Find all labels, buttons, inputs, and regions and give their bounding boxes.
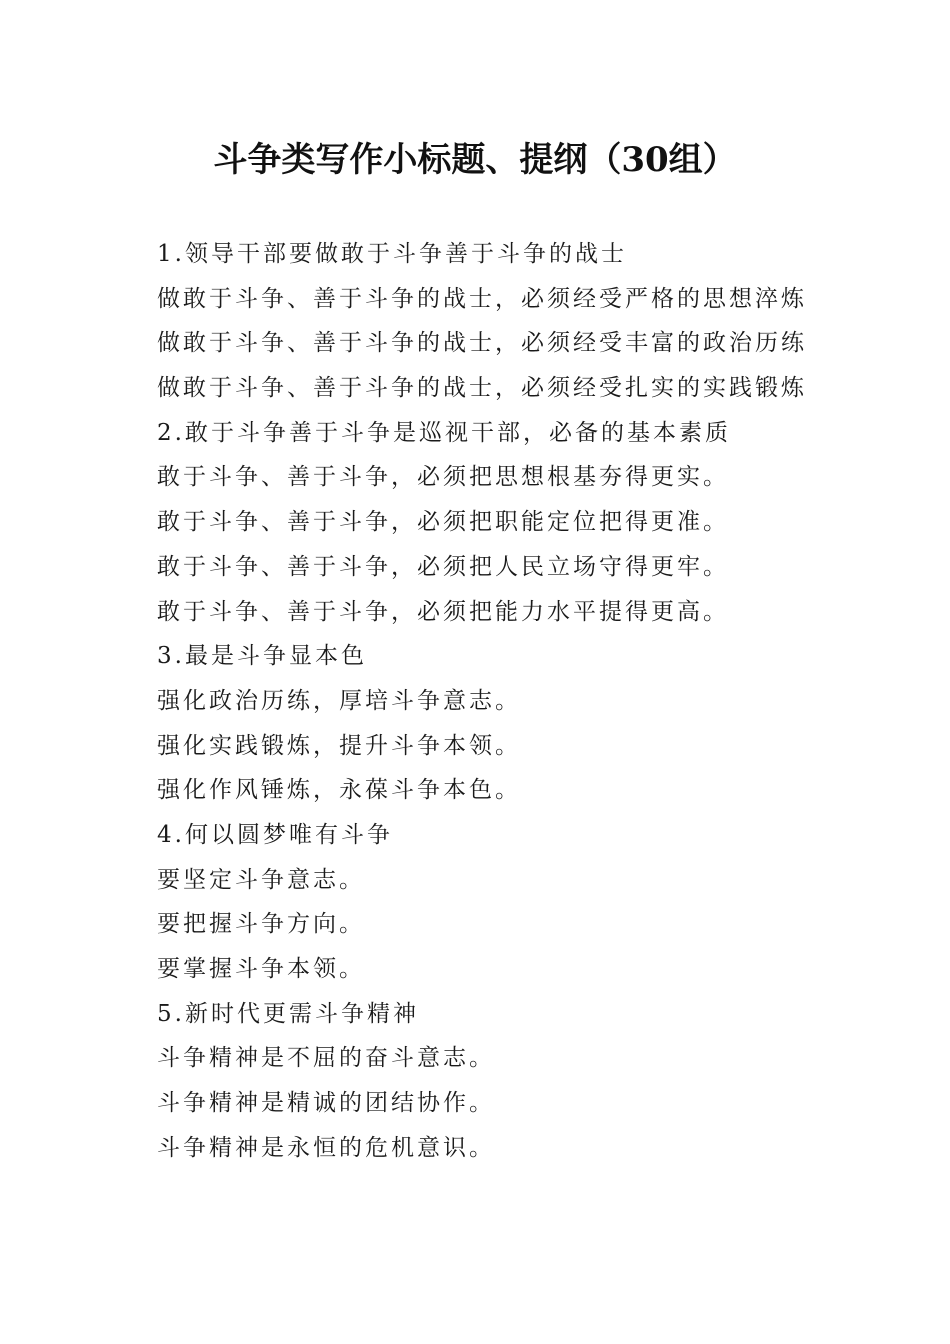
section-item: 做敢于斗争、善于斗争的战士，必须经受严格的思想淬炼 (157, 285, 807, 312)
section-item: 敢于斗争、善于斗争，必须把人民立场守得更牢。 (157, 553, 729, 580)
section-heading: 5.新时代更需斗争精神 (157, 1000, 419, 1027)
section-item: 要把握斗争方向。 (157, 911, 365, 938)
document-title: 斗争类写作小标题、提纲（30组） (213, 140, 737, 180)
section-heading: 3.最是斗争显本色 (157, 643, 367, 670)
section-item: 敢于斗争、善于斗争，必须把思想根基夯得更实。 (157, 464, 729, 491)
section-item: 强化作风锤炼，永葆斗争本色。 (157, 777, 521, 804)
section-item: 强化政治历练，厚培斗争意志。 (157, 687, 521, 714)
section-heading: 4.何以圆梦唯有斗争 (157, 821, 393, 848)
section-heading: 1.领导干部要做敢于斗争善于斗争的战士 (157, 241, 627, 267)
section-item: 斗争精神是永恒的危机意识。 (157, 1134, 495, 1161)
section-heading: 2.敢于斗争善于斗争是巡视干部，必备的基本素质 (157, 419, 731, 446)
section-item: 敢于斗争、善于斗争，必须把能力水平提得更高。 (157, 598, 729, 625)
section-item: 斗争精神是不屈的奋斗意志。 (157, 1045, 495, 1072)
section-item: 要掌握斗争本领。 (157, 956, 365, 982)
section-item: 斗争精神是精诚的团结协作。 (157, 1090, 495, 1117)
section-item: 敢于斗争、善于斗争，必须把职能定位把得更准。 (157, 509, 729, 536)
section-item: 强化实践锻炼，提升斗争本领。 (157, 732, 521, 759)
section-item: 做敢于斗争、善于斗争的战士，必须经受丰富的政治历练 (157, 330, 807, 357)
section-item: 做敢于斗争、善于斗争的战士，必须经受扎实的实践锻炼 (157, 375, 807, 402)
document-body (157, 232, 817, 1170)
section-item: 要坚定斗争意志。 (157, 866, 365, 893)
